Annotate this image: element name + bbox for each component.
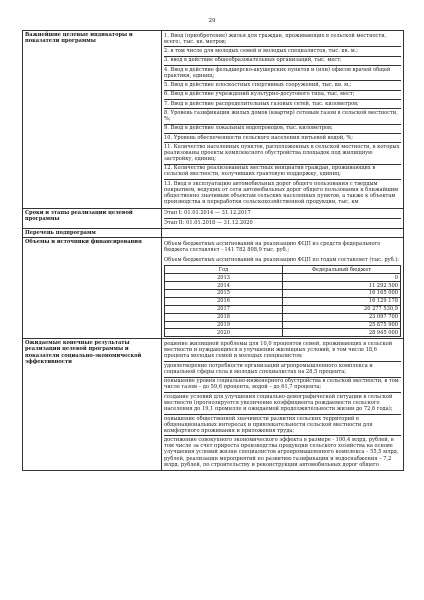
result-item: создание условий для улучшения социально-демографической ситуации в сельской местности (прогнозируется увеличение коэффициента рождаемости сельского населения до 19,1 промилле и ожидаемой продолжительности жизни до 72,6 года);: [164, 393, 401, 415]
results-label: Ожидаемые конечные результаты реализации целевой программы и показатели социально-экономической эффективности: [23, 339, 162, 471]
funding-content: [162, 238, 404, 339]
indicator-item: 2. в том числе для молодых семей и молодых специалистов, тыс. кв. м.;: [164, 47, 401, 56]
year-cell: 2013: [165, 274, 283, 282]
table-row: [165, 305, 401, 313]
table-row: [165, 290, 401, 298]
funding-label: Объемы и источники финансирования: [23, 238, 162, 339]
results-row: [23, 339, 404, 471]
table-row: [165, 321, 401, 329]
year-cell: 2019: [165, 321, 283, 329]
page-number: 29: [208, 18, 216, 24]
result-item: достижение совокупного экономического эффекта в размере - 100,4 млрд. рублей, в том числе за счет прироста производства продукции сельского хозяйства на основе улучшения условий жизни специалистов агропромышленного комплекса – 55,5 млрд. рублей, реализации мероприятий по развитию газификации и водоснабжения – 7,2 млрд. рублей, по строительству и реконструкции автомобильных дорог общего: [164, 437, 399, 468]
col-year-header: Год: [165, 266, 283, 274]
year-cell: 2015: [165, 290, 283, 298]
indicators-label: Важнейшие целевые индикаторы и показатели программы: [23, 31, 162, 209]
year-cell: 2020: [165, 329, 283, 337]
indicator-item: 10. Уровень обеспеченности сельского населения питьевой водой, %;: [164, 134, 401, 143]
subprograms-value: [162, 229, 404, 238]
funding-row: [23, 238, 404, 339]
budget-cell: 25 875 900: [283, 321, 401, 329]
indicators-row: [23, 31, 404, 209]
table-row: [165, 313, 401, 321]
indicator-item: 13. Ввод в эксплуатацию автомобильных дорог общего пользования с твердым покрытием, ведущих от сети автомобильных дорог общего пользования к ближайшим общественно значимым объектам сельских населенных пунктов, а также к объектам производства и переработки сельскохозяйственной продукции, тыс. км: [164, 180, 399, 206]
year-cell: 2017: [165, 305, 283, 313]
indicator-item: 8. Уровень газификации жилых домов (квартир) сетевым газом в сельской местности, %;: [164, 109, 401, 124]
terms-label: Сроки и этапы реализации целевой программы: [23, 208, 162, 229]
year-cell: 2018: [165, 313, 283, 321]
table-row: [165, 282, 401, 290]
result-item: повышение уровня социально-инженерного обустройства в сельской местности, в том числе газом – до 59,6 процента, водой – до 61,7 процента;: [164, 378, 401, 394]
budget-cell: 16 129 178: [283, 297, 401, 305]
indicator-item: 11. Количество населенных пунктов, расположенных в сельской местности, в которых реализованы проекты комплексного обустройства площадок под жилищную застройку, единиц;: [164, 143, 401, 164]
budget-cell: 0: [283, 274, 401, 282]
stage-2: Этап II: 01.01.2018 — 31.12.2020: [164, 219, 253, 226]
year-cell: 2016: [165, 297, 283, 305]
budget-cell: 20 277 530,9: [283, 305, 401, 313]
subprograms-label: Перечень подпрограмм: [23, 229, 162, 238]
funding-total: Объем бюджетных ассигнований на реализацию ФЦП из средств федерального бюджета составляет - 141 782 808,9 тыс. руб.;: [164, 241, 381, 254]
result-item: удовлетворение потребности организаций агропромышленного комплекса и социальной сферы села в молодых специалистах на 28,5 процента;: [164, 362, 401, 378]
indicator-item: 3. ввод в действие общеобразовательных организаций, тыс. мест;: [164, 57, 401, 66]
budget-header-row: [165, 266, 401, 274]
indicator-item: 5. Ввод в действие плоскостных спортивных сооружений, тыс. кв. м.;: [164, 81, 401, 90]
indicator-item: 12. Количество реализованных местных инициатив граждан, проживающих в сельской местности, получивших грантовую поддержку, единиц;: [164, 165, 401, 180]
result-item: решение жилищной проблемы для 10,0 процентов семей, проживающих в сельской местности и нуждающихся в улучшении жилищных условий, в том числе 18,6 процента молодых семей и молодых специалистов;: [164, 340, 401, 362]
budget-cell: 11 292 500: [283, 282, 401, 290]
indicator-item: 7. Ввод в действие распределительных газовых сетей, тыс. километров;: [164, 100, 401, 109]
indicator-item: 9. Ввод в действие локальных водопроводов, тыс. километров;: [164, 125, 401, 134]
stage-1: Этап I: 01.01.2014 — 31.12.2017: [164, 210, 401, 219]
indicator-item: 6. Ввод в действие учреждений культурно-досугового типа, тыс. мест;: [164, 91, 401, 100]
budget-cell: 28 945 000: [283, 329, 401, 337]
result-item: повышение общественной значимости развития сельских территорий в общенациональных интересах и привлекательности сельской местности для комфортного проживания и приложения труда;: [164, 415, 401, 437]
indicators-list: [162, 31, 404, 209]
subprograms-row: [23, 229, 404, 238]
year-cell: 2014: [165, 282, 283, 290]
terms-row: [23, 208, 404, 229]
table-row: [165, 274, 401, 282]
budget-cell: 16 165 000: [283, 290, 401, 298]
budget-by-year-table: [164, 265, 401, 337]
col-budget-header: Федеральный бюджет: [283, 266, 401, 274]
table-row: [165, 329, 401, 337]
terms-stages: [162, 208, 404, 229]
indicator-item: 1. Ввод (приобретение) жилья для граждан, проживающих в сельской местности, всего:, тыс. кв. метров;: [164, 32, 401, 47]
table-row: [165, 297, 401, 305]
indicator-item: 4. Ввод в действие фельдшерско-акушерских пунктов и (или) офисов врачей общей практики, единиц;: [164, 66, 401, 81]
program-passport-table: [22, 30, 404, 471]
funding-table-caption: Объем бюджетных ассигнований на реализацию ФЦП по годам составляет (тыс. руб.):: [164, 257, 399, 264]
budget-cell: 23 097 700: [283, 313, 401, 321]
results-list: [162, 339, 404, 471]
